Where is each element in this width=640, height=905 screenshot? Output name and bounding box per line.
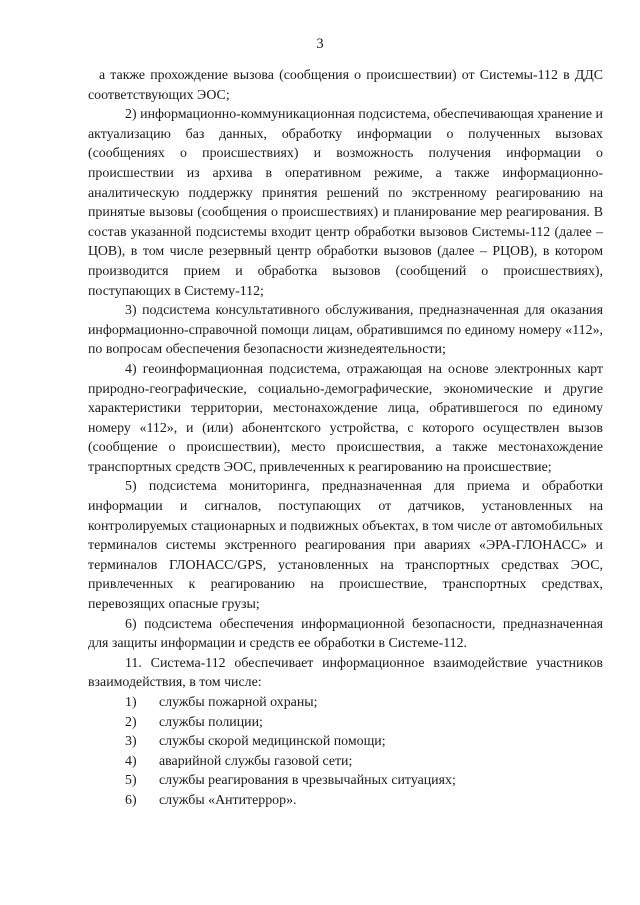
list-item <box>88 791 603 811</box>
paragraph-item-4: 4) геоинформационная подсистема, отражающая на основе электронных карт природно-географические, социально-демографические, экономические и другие характеристики территории, местонахождение лица, обратившегося по единому номеру «112», и (или) абонентского устройства, с которого осуществлен вызов (сообщение о происшествии), место происшествия, а также местонахождение транспортных средств ЭОС, привлеченных к реагированию на происшествие; <box>88 361 603 475</box>
list-item-text: аварийной службы газовой сети; <box>159 753 353 769</box>
list-item-text: службы полиции; <box>159 714 263 730</box>
paragraph-item-5: 5) подсистема мониторинга, предназначенная для приема и обработки информации и сигналов, поступающих от датчиков, установленных на контролируемых стационарных и подвижных объектах, в том числе от автомобильных терминалов системы экстренного реагирования при авариях «ЭРА-ГЛОНАСС» и терминалов ГЛОНАСС/GPS, установленных на транспортных средствах ЭОС, привлеченных к реагированию на происшествие, транспортных средствах, перевозящих опасные грузы; <box>88 479 603 613</box>
paragraph-item-2: 2) информационно-коммуникационная подсистема, обеспечивающая хранение и актуализацию баз данных, обработку информации о полученных вызовах (сообщениях о происшествиях) и возможность получения информации о происшествии из архива в оперативном режиме, а также информационно-аналитическую поддержку принятия решений по экстренному реагированию на принятые вызовы (сообщения о происшествиях) и планирование мер реагирования. В состав указанной подсистемы входит центр обработки вызовов Системы-112 (далее – ЦОВ), в том числе резервный центр обработки вызовов (далее – РЦОВ), в котором производится прием и обработка вызовов (сообщений о происшествиях), поступающих в Систему-112; <box>88 107 603 299</box>
paragraph-item-6: 6) подсистема обеспечения информационной безопасности, предназначенная для защиты информации и средств ее обработки в Системе-112. <box>88 616 603 652</box>
list-item <box>88 752 603 772</box>
list-item-number: 4) <box>125 753 137 769</box>
list-item <box>88 771 603 791</box>
list-item-number: 1) <box>125 695 137 710</box>
list-item-text: службы пожарной охраны; <box>159 695 318 710</box>
list-item-number: 2) <box>125 714 137 730</box>
list-item-number: 3) <box>125 734 137 750</box>
list-item-number: 6) <box>125 792 137 808</box>
paragraph-continuation: а также прохождение вызова (сообщения о происшествии) от Системы-112 в ДДС соответствующих ЭОС; <box>88 68 603 103</box>
paragraph-item-3: 3) подсистема консультативного обслуживания, предназначенная для оказания информационно-справочной помощи лицам, обратившимся по единому номеру «112», по вопросам обеспечения безопасности жизнедеятельности; <box>88 303 603 358</box>
list-item-text: службы реагирования в чрезвычайных ситуациях; <box>159 773 456 789</box>
list-item-text: службы скорой медицинской помощи; <box>159 734 386 750</box>
list-item-number: 5) <box>125 773 137 789</box>
list-item <box>88 713 603 733</box>
list-item <box>88 693 603 713</box>
document-body <box>88 66 603 811</box>
page-number: 3 <box>316 36 324 52</box>
list-item <box>88 732 603 752</box>
paragraph-clause-11: 11. Система-112 обеспечивает информационное взаимодействие участников взаимодействия, в том числе: <box>88 655 603 691</box>
list-item-text: службы «Антитеррор». <box>159 792 297 808</box>
